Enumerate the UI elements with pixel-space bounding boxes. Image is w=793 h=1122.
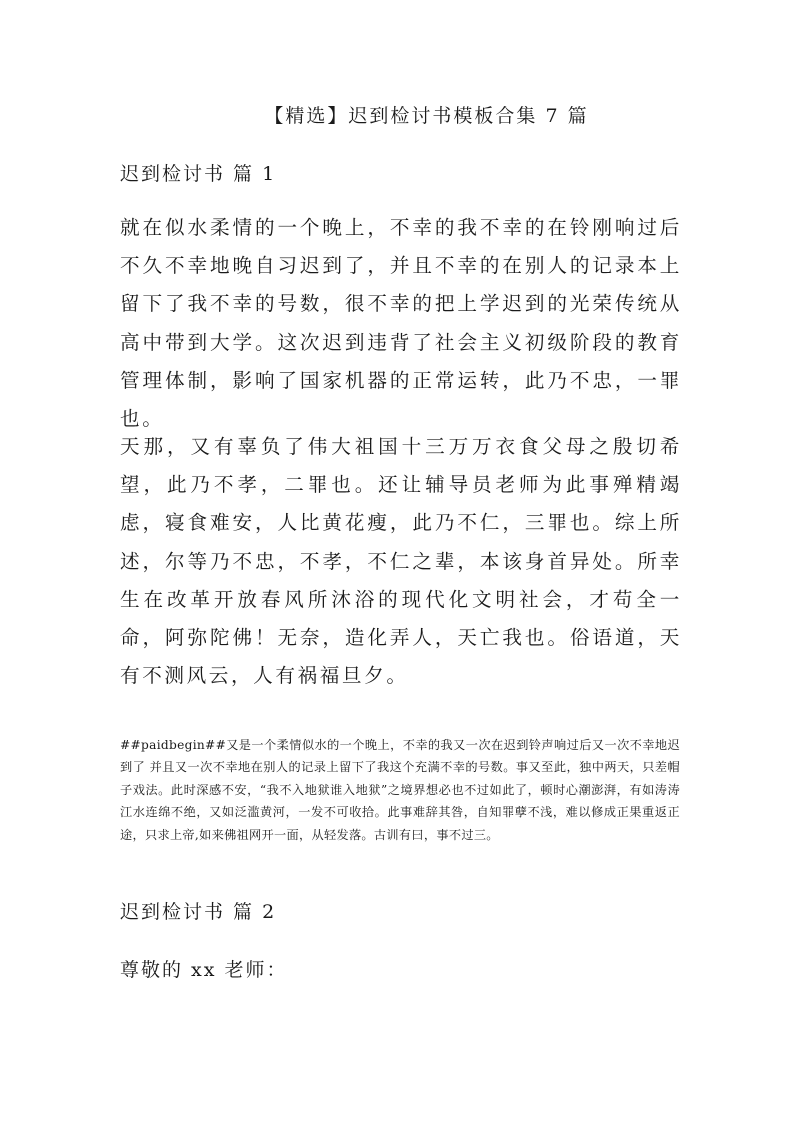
- body-paragraph-3: ##paidbegin##又是一个柔情似水的一个晚上，不幸的我又一次在迟到铃声响过后又一次不幸地迟到了 并且又一次不幸地在别人的记录上留下了我这个充满不幸的号数。事又至此，独中两天，只差帽子戏法。此时深感不安，“我不入地狱谁入地狱”之境界想必也不过如此了，顿时心潮澎湃，有如涛涛江水连绵不绝，又如泛滥黄河，一发不可收拾。此事难辞其咎，自知罪孽不浅，难以修成正果重返正途，只求上帝,如来佛祖网开一面，从轻发落。古训有曰，事不过三。: [120, 738, 680, 842]
- document-title: 【精选】迟到检讨书模板合集 7 篇: [264, 105, 589, 127]
- section-heading-2: 迟到检讨书 篇 2: [120, 901, 277, 923]
- body-paragraph-1: 就在似水柔情的一个晚上，不幸的我不幸的在铃刚响过后不久不幸地晚自习迟到了，并且不幸的在别人的记录本上留下了我不幸的号数，很不幸的把上学迟到的光荣传统从高中带到大学。这次迟到违背了社会主义初级阶段的教育管理体制，影响了国家机器的正常运转，此乃不忠，一罪也。: [120, 216, 682, 431]
- section-heading-1: 迟到检讨书 篇 1: [120, 163, 277, 185]
- body-paragraph-2: 天那，又有辜负了伟大祖国十三万万衣食父母之殷切希望，此乃不孝，二罪也。还让辅导员老师为此事殚精竭虑，寝食难安，人比黄花瘦，此乃不仁，三罪也。综上所述，尔等乃不忠，不孝，不仁之辈，本该身首异处。所幸生在改革开放春风所沐浴的现代化文明社会，才苟全一命，阿弥陀佛！无奈，造化弄人，天亡我也。俗语道，天有不测风云，人有祸福旦夕。: [120, 435, 682, 688]
- salutation: 尊敬的 xx 老师：: [120, 959, 288, 981]
